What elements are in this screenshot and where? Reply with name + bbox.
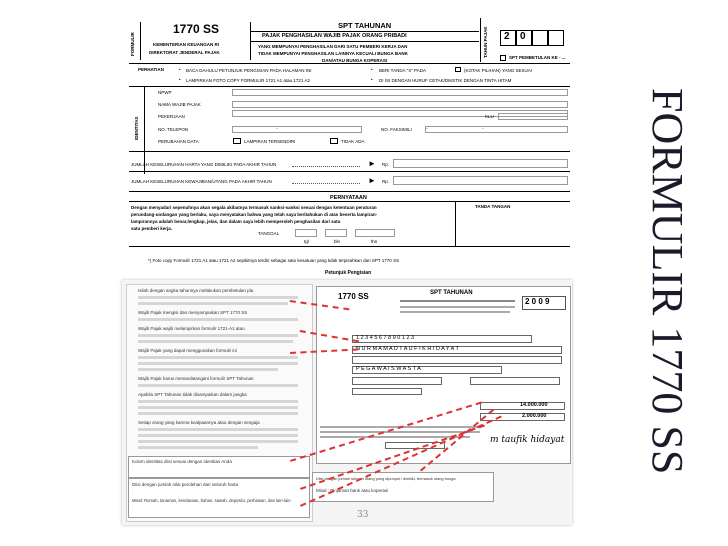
pernyataan-line-4: satu pemberi kerja. [131,226,173,231]
perhatian-label: PERHATIAN [138,67,164,72]
scan-form-header-1 [400,300,515,302]
harta-dots [292,166,360,167]
signature-divider [455,201,456,246]
perhatian-item-3: BERI TANDA "X" PADA [379,68,426,73]
pernyataan-bottom-line [129,246,570,247]
scan-text-block-12 [138,412,298,415]
scan-form-title: SPT TAHUNAN [430,290,473,296]
scan-text-block-16 [138,446,258,449]
telepon-dash: - [276,126,278,131]
scan-text-block-9 [138,384,298,387]
kewajiban-label: JUMLAH KESELURUHAN KEWAJIBAN/UTANG PADA AKHIR TAHUN [131,179,272,184]
pernyataan-line-2: perundang-undangan yang berlaku, saya menyatakan bahwa yang telah saya beritahukan di atas beserta lampiran- [131,212,378,217]
faksimili-label: NO. FAKSIMILI [381,127,412,132]
tahun-pajak-side-label: TAHUN PAJAK [483,26,488,58]
tidak-ada-checkbox[interactable] [330,138,338,144]
harta-label: JUMLAH KESELURUHAN HARTA YANG DIMILIKI PADA AKHIR TAHUN [131,162,277,167]
year-digit-2: 0 [520,31,526,42]
scan-instruction-4: Wajib Pajak yang dapat menggunakan formulir ini [138,348,237,353]
form-code: 1770 SS [173,22,220,36]
formulir-side-label: FORMULIR [130,32,135,56]
perhatian-item-1: BACA DAHULU PETUNJUK PENGISIAN PADA HALAMAN INI [186,68,312,73]
tanggal-bln-field[interactable] [325,229,347,237]
pernyataan-line-1: Dengan menyadari sepenuhnya akan segala akibatnya termasuk sanksi-sanksi sesuai dengan ketentuan peraturan [131,205,377,210]
scan-text-block-5 [138,340,293,343]
kewajiban-arrow: ► [368,176,376,185]
nama-label: NAMA WAJIB PAJAK [158,102,201,107]
scan-statement-2 [320,431,480,433]
spt-title-line [251,31,479,32]
scan-instruction-1: Isilah dengan angka tahunnya melakukan pembetulan pla [138,288,254,293]
scan-instruction-3: Wajib Pajak wajib melampirkan formulir 1721-A1 atau [138,326,245,331]
identitas-side-label: IDENTITAS [134,116,139,140]
spt-title: SPT TAHUNAN [338,21,392,30]
scan-form-header-2 [400,306,515,308]
scan-signature: m taufik hidayat [490,435,565,445]
footnote: *) Foto copy Formulir 1721 A1 atau 1721 A2 sepikitnya terdiri sebagai satu kesatuan yang tidak terpisahkan dari SPT 1770 SS [148,258,400,263]
header-bottom-line [129,63,570,64]
tanggal-tgl-field[interactable] [295,229,317,237]
scan-text-block-4 [138,334,298,337]
perhatian-item-2: LAMPIRKAN FOTO COPY FORMULIR 1721 A1 atau 1721 A2 [186,78,310,83]
npwp-label: NPWP [158,90,172,95]
scan-text-block-6 [138,356,298,359]
nama-field[interactable] [232,101,568,108]
spt-desc-3: DAN/ATAU BUNGA KOPERASI [322,58,388,63]
kewajiban-dots [292,183,360,184]
npwp-field[interactable] [232,89,568,96]
spt-desc-2: TIDAK MEMPUNYAI PENGHASILAN LAINNYA KECUALI BUNGA BANK [258,51,408,56]
scan-text-block-1 [138,296,298,299]
amount-bottom-line [129,191,570,192]
harta-rp: Rp. [382,162,390,167]
identitas-bottom-line [129,151,570,152]
scan-text-block-11 [138,406,298,409]
scan-instruction-8: Kolom identitas diisi sesuai dengan identitas Anda [132,459,232,464]
scan-lampiran-row [352,388,422,395]
pernyataan-line-3: lampirannya adalah benar,lengkap, jelas, dan dalam saya lebih memperoleh penghasilan dari satu [131,219,341,224]
pernyataan-line [129,201,570,202]
pekerjaan-label: PEKERJAAN [158,114,185,119]
petunjuk-pengisian: Petunjuk Pengisian [325,270,372,276]
telepon-field[interactable] [232,126,362,133]
scan-text-block-3 [138,318,298,321]
scan-text-block-15 [138,440,298,443]
tidak-ada-label: TIDAK ADA [341,139,365,144]
perubahan-label: PERUBAHAN DATA [158,139,199,144]
klu-label: KLU [485,114,494,119]
kewajiban-rp: Rp. [382,179,390,184]
perhatian-x-box [455,67,461,72]
scan-instruction-6: Apabila SPT Tahunan tidak disampaikan dalam jangka [138,392,247,397]
pernyataan-title: PERNYATAAN [330,195,367,201]
perhatian-bullet-3: • [371,67,373,72]
kewajiban-field[interactable] [393,176,568,185]
page-number: 33 [357,510,369,520]
scan-text-block-8 [138,368,278,371]
identitas-vert-line [144,86,145,174]
scan-text-block-13 [138,428,298,431]
year-box-4[interactable] [548,30,564,46]
faksimili-dash-2: - [482,126,484,131]
tanda-tangan-label: TANDA TANGAN [475,204,511,209]
scan-pekerjaan: P E G A W A I S W A S T A [356,366,421,372]
scan-year: 2 0 0 9 [525,297,550,306]
scan-form-code: 1770 SS [338,292,369,301]
lampiran-checkbox[interactable] [233,138,241,144]
thn-caption: thn [371,239,378,244]
scan-bottom-note-2: Misal : Pinjaman bank atau koperasi [316,488,389,493]
spt-subtitle-line [251,41,479,42]
perhatian-item-4: DI ISI DENGAN HURUF CETAK/DIKETIK DENGAN TINTA HITAM [379,78,512,83]
sidebar-title: FORMULIR 1770 SS [643,88,692,475]
scan-name: N U R M A M A D T A U F I K H I D A Y A T [356,346,459,352]
dept-line-1: KEMENTERIAN KEUANGAN RI [153,42,220,47]
scan-name-row-2 [352,356,562,364]
klu-field[interactable] [498,113,568,120]
perhatian-bullet-1: • [179,67,181,72]
tanggal-thn-field[interactable] [355,229,395,237]
year-digit-1: 2 [504,31,510,42]
year-box-3[interactable] [532,30,548,46]
scan-text-block-10 [138,400,298,403]
pembetulan-checkbox[interactable] [500,55,506,61]
harta-arrow: ► [368,159,376,168]
scan-amount-2: 2.000.000 [522,413,547,419]
amount-mid-line [129,171,570,172]
faksimili-field[interactable] [425,126,568,133]
harta-field[interactable] [393,159,568,168]
faksimili-dash: - [426,126,428,131]
bln-caption: bln [334,239,341,244]
scan-bottom-note: Diisi dengan jumlah seluruh utang yang dipunyai / dimiliki, termasuk utang bunga [316,476,456,481]
scan-text-block-2 [138,302,288,305]
scan-form-header-3 [400,311,510,313]
scan-fax-row [470,377,560,385]
telepon-label: NO. TELEPON [158,127,189,132]
perhatian-bottom-line [129,86,570,87]
spt-desc-1: YANG MEMPUNYAI PENGHASILAN DARI SATU PEMBERI KERJA DAN [258,44,408,49]
scan-text-block-7 [138,362,298,365]
tgl-caption: tgl [304,239,309,244]
scan-npwp-digits: 1 2 3 4 5 6 7 8 9 0 1 2 3 [356,335,415,341]
tanggal-label: TANGGAL [258,231,280,236]
perhatian-bullet-4: • [371,77,373,82]
spt-subtitle: PAJAK PENGHASILAN WAJIB PAJAK ORANG PRIBADI [262,33,407,39]
perhatian-item-3b: (KOTAK PILIHAN) YANG SESUAI [464,68,533,73]
scan-amount-1: 14.000.000 [520,402,548,408]
scan-phone-row [352,377,442,385]
scan-instruction-10: Misal: Rumah, tanaman, kendaraan, bahan, sawah, deposito, perhiasan, dan lain-lain [132,498,291,503]
perhatian-bullet-2: • [179,77,181,82]
scan-instruction-5: Wajib Pajak harus menandatangani formulir SPT Tahunan [138,376,254,381]
scan-text-block-14 [138,434,298,437]
scan-instruction-7: Setiap orang yang karena kealpaannya atau dengan sengaja [138,420,260,425]
header-divider-1 [140,22,141,60]
scan-instruction-9: Diisi dengan jumlah nilai perolehan dari seluruh harta [132,482,239,487]
pembetulan-label: SPT PEMBETULAN KE - ... [509,55,566,60]
scan-instruction-2: Wajib Pajak mengisi dan menyampaikan SPT 1770 SS [138,310,248,315]
header-divider-3 [480,18,481,62]
lampiran-label: LAMPIRAN TERSENDIRI [244,139,296,144]
dept-line-2: DIREKTORAT JENDERAL PAJAK [149,50,220,55]
